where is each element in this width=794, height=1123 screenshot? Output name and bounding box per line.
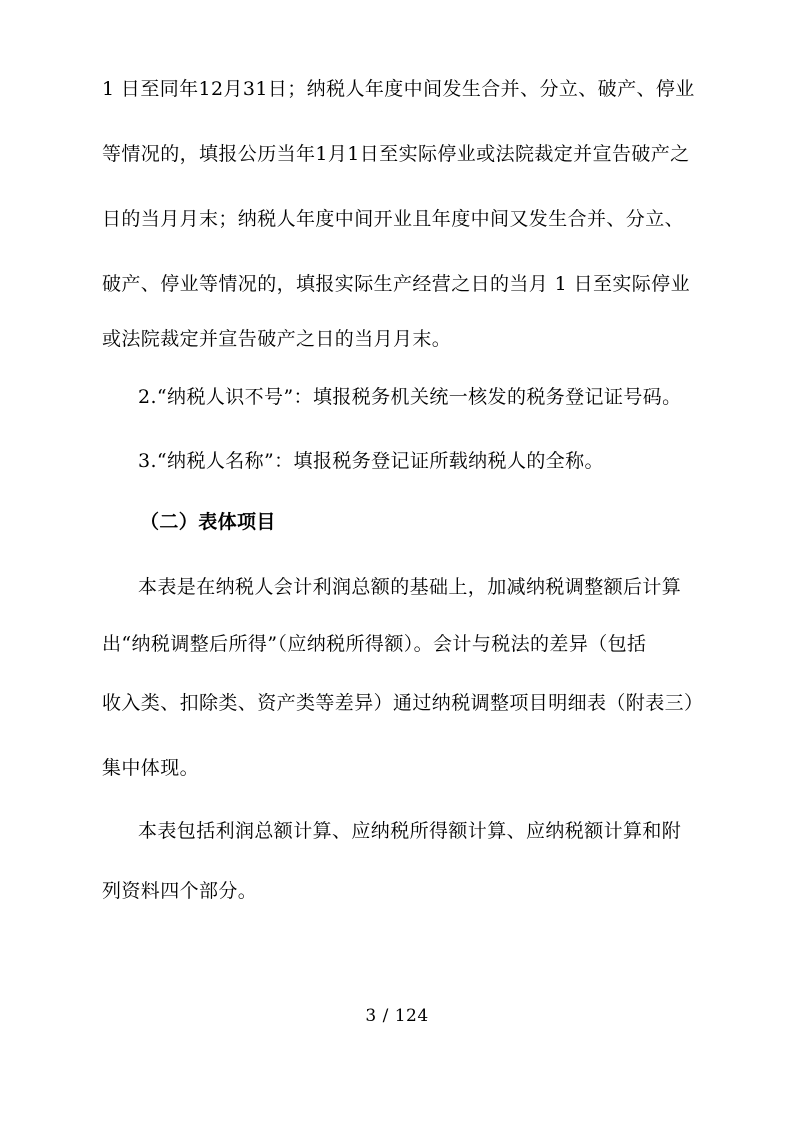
list-item-taxpayer-name: 3.“纳税人名称”：填报税务登记证所载纳税人的全称。 (138, 450, 604, 472)
paragraph-line: 出“纳税调整后所得”（应纳税所得额）。会计与税法的差异（包括 (102, 633, 647, 655)
text-line: 破产、停业等情况的，填报实际生产经营之日的当月 1 日至实际停业 (102, 273, 690, 295)
text-line: 日的当月月末；纳税人年度中间开业且年度中间又发生合并、分立、 (102, 208, 685, 230)
list-item-taxpayer-id: 2.“纳税人识不号”：填报税务机关统一核发的税务登记证号码。 (138, 386, 682, 408)
paragraph-line: 本表包括利润总额计算、应纳税所得额计算、应纳税额计算和附 (138, 820, 682, 842)
text-line: 等情况的，填报公历当年1月1日至实际停业或法院裁定并宣告破产之 (102, 143, 690, 165)
paragraph-line: 列资料四个部分。 (102, 880, 258, 902)
paragraph-line: 集中体现。 (102, 757, 200, 779)
paragraph-line: 本表是在纳税人会计利润总额的基础上，加减纳税调整额后计算 (138, 576, 682, 598)
section-heading: （二）表体项目 (140, 511, 276, 533)
paragraph-line: 收入类、扣除类、资产类等差异）通过纳税调整项目明细表（附表三） (102, 692, 704, 714)
text-line: 或法院裁定并宣告破产之日的当月月末。 (102, 328, 452, 350)
page-number: 3 / 124 (365, 1006, 429, 1026)
text-line: 1 日至同年12月31日；纳税人年度中间发生合并、分立、破产、停业 (102, 78, 695, 100)
